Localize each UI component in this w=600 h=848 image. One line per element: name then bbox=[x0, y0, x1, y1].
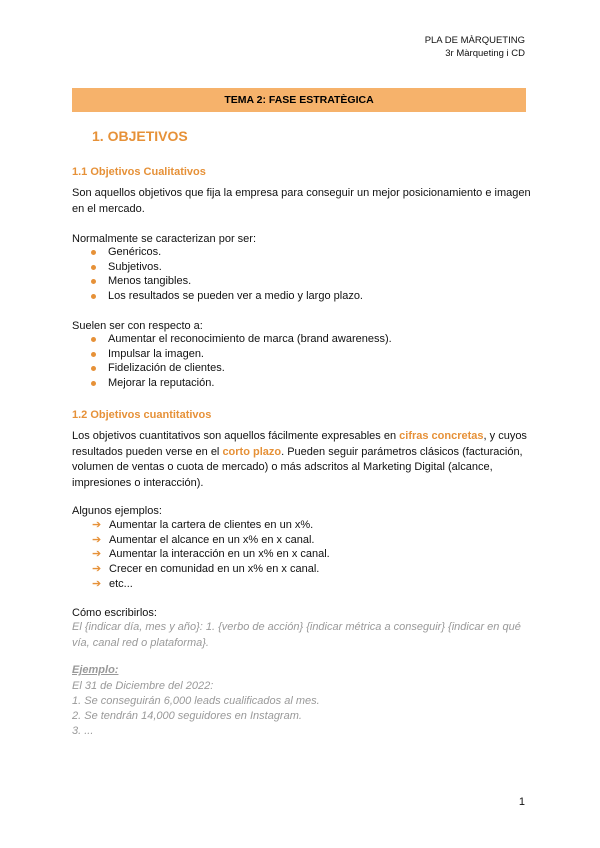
list-item: ➔ etc... bbox=[92, 577, 133, 590]
characteristics-lead: Normalmente se caracterizan por ser: bbox=[72, 233, 257, 245]
bullet-icon bbox=[91, 294, 96, 299]
how-to-write-template: El {indicar día, mes y año}: 1. {verbo de acción} {indicar métrica a conseguir} {indicar en qué vía, canal red o plataforma}. bbox=[72, 621, 521, 649]
examples-list bbox=[92, 518, 330, 592]
bullet-icon bbox=[91, 366, 96, 371]
list-item: Aumentar el reconocimiento de marca (brand awareness). bbox=[91, 332, 392, 347]
chapter-banner: TEMA 2: FASE ESTRATÈGICA bbox=[72, 88, 526, 112]
characteristics-list bbox=[91, 245, 363, 304]
qualitative-intro: Son aquellos objetivos que fija la empresa para conseguir un mejor posicionamiento e imagen en el mercado. bbox=[72, 187, 531, 215]
quantitative-paragraph: Los objetivos cuantitativos son aquellos fácilmente expresables en cifras concretas, y cuyos resultados pueden verse en el corto plazo. Pueden seguir parámetros clásicos (facturación, volumen de ventas o cuota de mercado) o más adscritos al Marketing Digital (alcance, impresiones o interacción). bbox=[72, 430, 527, 489]
examples-lead: Algunos ejemplos: bbox=[72, 505, 162, 517]
example-label: Ejemplo: bbox=[72, 664, 119, 676]
list-item: Los resultados se pueden ver a medio y largo plazo. bbox=[91, 289, 363, 304]
bullet-icon bbox=[91, 337, 96, 342]
respect-list bbox=[91, 332, 392, 391]
arrow-right-icon: ➔ bbox=[92, 548, 102, 561]
highlight-concrete-figures: cifras concretas bbox=[399, 430, 484, 442]
list-item: Subjetivos. bbox=[91, 260, 363, 275]
bullet-icon bbox=[91, 265, 96, 270]
arrow-right-icon: ➔ bbox=[92, 577, 102, 590]
list-item: ➔ Aumentar la interacción en un x% en x canal. bbox=[92, 548, 330, 561]
list-item: Impulsar la imagen. bbox=[91, 347, 392, 362]
list-item: Mejorar la reputación. bbox=[91, 376, 392, 391]
bullet-icon bbox=[91, 352, 96, 357]
list-item: Menos tangibles. bbox=[91, 274, 363, 289]
bullet-icon bbox=[91, 381, 96, 386]
highlight-short-term: corto plazo bbox=[222, 445, 282, 458]
section-title: 1. OBJETIVOS bbox=[92, 128, 188, 144]
subsection-title-quantitative: 1.2 Objetivos cuantitativos bbox=[72, 409, 212, 421]
example-line: 3. ... bbox=[72, 725, 94, 737]
example-line: 1. Se conseguirán 6,000 leads cualificados al mes. bbox=[72, 695, 320, 707]
subsection-title-qualitative: 1.1 Objetivos Cualitativos bbox=[72, 166, 206, 178]
list-item: Genéricos. bbox=[91, 245, 363, 260]
list-item: Fidelización de clientes. bbox=[91, 361, 392, 376]
list-item: ➔ Aumentar el alcance en un x% en x canal. bbox=[92, 533, 315, 546]
example-line: 2. Se tendrán 14,000 seguidores en Instagram. bbox=[72, 710, 302, 722]
arrow-right-icon: ➔ bbox=[92, 519, 102, 531]
arrow-right-icon: ➔ bbox=[92, 563, 102, 576]
page-number: 1 bbox=[518, 796, 525, 808]
arrow-right-icon: ➔ bbox=[92, 533, 102, 546]
list-item: ➔ Aumentar la cartera de clientes en un x%. bbox=[92, 519, 314, 531]
header-subtitle: 3r Màrqueting i CD bbox=[445, 48, 525, 59]
list-item: ➔ Crecer en comunidad en un x% en x canal. bbox=[92, 563, 320, 576]
how-to-write-label: Cómo escribirlos: bbox=[72, 607, 157, 619]
header-title: PLA DE MÀRQUETING bbox=[424, 35, 525, 46]
respect-lead: Suelen ser con respecto a: bbox=[72, 320, 203, 332]
bullet-icon bbox=[91, 279, 96, 284]
bullet-icon bbox=[91, 250, 96, 255]
example-line: El 31 de Diciembre del 2022: bbox=[72, 680, 214, 692]
